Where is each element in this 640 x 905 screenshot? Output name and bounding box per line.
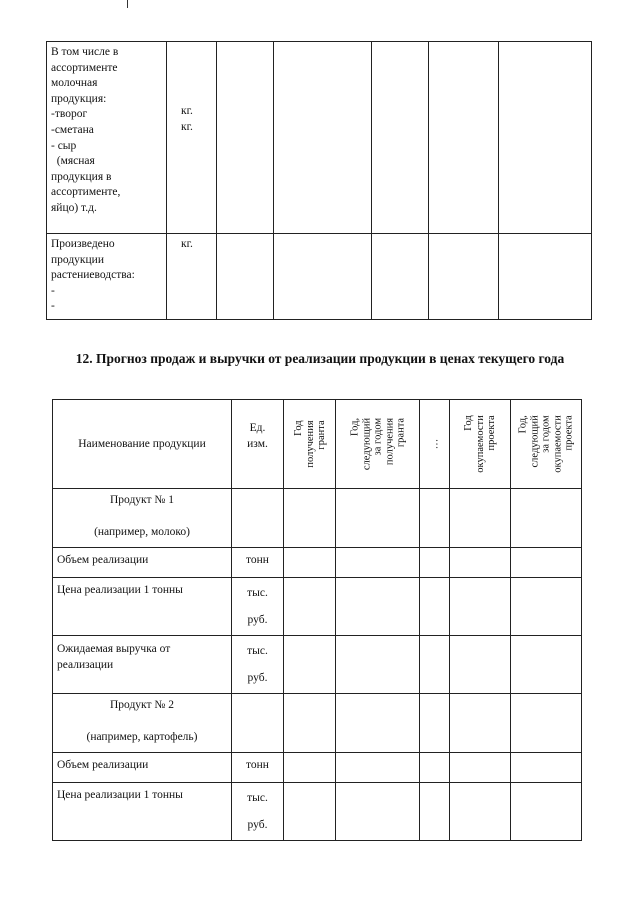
- table-cell: [511, 578, 582, 636]
- dairy-units: кг. кг.: [167, 42, 217, 234]
- expected-revenue-label: Ожидаемая выручка от реализации: [53, 636, 232, 694]
- table-row: [47, 234, 592, 320]
- section-heading: 12. Прогноз продаж и выручки от реализации продукции в ценах текущего года: [75, 351, 565, 366]
- table-cell: [217, 234, 274, 320]
- header-ellipsis: …: [420, 400, 450, 489]
- table-cell: [284, 636, 336, 694]
- unit-cell: тыс. руб.: [232, 783, 284, 841]
- header-name: Наименование продукции: [53, 400, 232, 489]
- table-cell: [232, 489, 284, 548]
- table-cell: [420, 489, 450, 548]
- header-payback-year: Год окупаемости проекта: [450, 400, 511, 489]
- table-cell: [336, 578, 420, 636]
- table-row: [53, 548, 582, 578]
- table-cell: [450, 548, 511, 578]
- table-cell: [274, 234, 372, 320]
- table-cell: [232, 694, 284, 753]
- product-1-label: Продукт № 1 (например, молоко): [53, 489, 232, 548]
- table-row: [47, 42, 592, 234]
- table-cell: [420, 548, 450, 578]
- table-cell: [511, 548, 582, 578]
- table-row: [53, 578, 582, 636]
- table-row: [53, 783, 582, 841]
- unit-cell: тыс. руб.: [232, 636, 284, 694]
- unit-cell: тонн: [232, 753, 284, 783]
- table-cell: [429, 42, 499, 234]
- table-cell: [284, 489, 336, 548]
- table-cell: [284, 548, 336, 578]
- table-cell: [372, 42, 429, 234]
- table-cell: [420, 694, 450, 753]
- table-cell: [450, 694, 511, 753]
- table-cell: [450, 489, 511, 548]
- header-unit: Ед. изм.: [232, 400, 284, 489]
- table-cell: [420, 753, 450, 783]
- table-row: [53, 489, 582, 548]
- table-cell: [511, 636, 582, 694]
- table-cell: [284, 578, 336, 636]
- table-cell: [450, 578, 511, 636]
- unit-cell: тыс. руб.: [232, 578, 284, 636]
- table-cell: [499, 42, 592, 234]
- table-cell: [511, 783, 582, 841]
- table-cell: [284, 694, 336, 753]
- table-cell: [336, 489, 420, 548]
- dairy-products-label: В том числе в ассортименте молочная продукция: -творог -сметана - сыр (мясная продукция в ассортименте, яйцо) т.д.: [47, 42, 167, 234]
- header-year-after-grant: Год, следующий за годом получения гранта: [336, 400, 420, 489]
- crop-products-label: Произведено продукции растениеводства: - -: [47, 234, 167, 320]
- table-cell: [274, 42, 372, 234]
- table-cell: [336, 753, 420, 783]
- scan-mark: [127, 0, 128, 8]
- header-row: [53, 400, 582, 489]
- sales-volume-label: Объем реализации: [53, 548, 232, 578]
- sales-volume-label: Объем реализации: [53, 753, 232, 783]
- production-table: [46, 41, 592, 320]
- table-cell: [420, 783, 450, 841]
- table-cell: [511, 753, 582, 783]
- crop-units: кг.: [167, 234, 217, 320]
- table-cell: [450, 636, 511, 694]
- table-cell: [420, 636, 450, 694]
- unit-cell: тонн: [232, 548, 284, 578]
- table-cell: [450, 753, 511, 783]
- table-cell: [336, 548, 420, 578]
- table-cell: [217, 42, 274, 234]
- table-cell: [429, 234, 499, 320]
- table-cell: [420, 578, 450, 636]
- table-cell: [336, 694, 420, 753]
- table-cell: [284, 753, 336, 783]
- table-row: [53, 753, 582, 783]
- price-per-ton-label: Цена реализации 1 тонны: [53, 783, 232, 841]
- price-per-ton-label: Цена реализации 1 тонны: [53, 578, 232, 636]
- product-2-label: Продукт № 2 (например, картофель): [53, 694, 232, 753]
- table-row: [53, 694, 582, 753]
- table-cell: [284, 783, 336, 841]
- table-cell: [372, 234, 429, 320]
- header-year-after-payback: Год, следующий за годом окупаемости проекта: [511, 400, 582, 489]
- table-cell: [511, 489, 582, 548]
- table-cell: [499, 234, 592, 320]
- table-cell: [511, 694, 582, 753]
- table-cell: [336, 783, 420, 841]
- table-row: [53, 636, 582, 694]
- sales-forecast-table: [52, 399, 582, 841]
- table-cell: [336, 636, 420, 694]
- header-grant-year: Год получения гранта: [284, 400, 336, 489]
- table-cell: [450, 783, 511, 841]
